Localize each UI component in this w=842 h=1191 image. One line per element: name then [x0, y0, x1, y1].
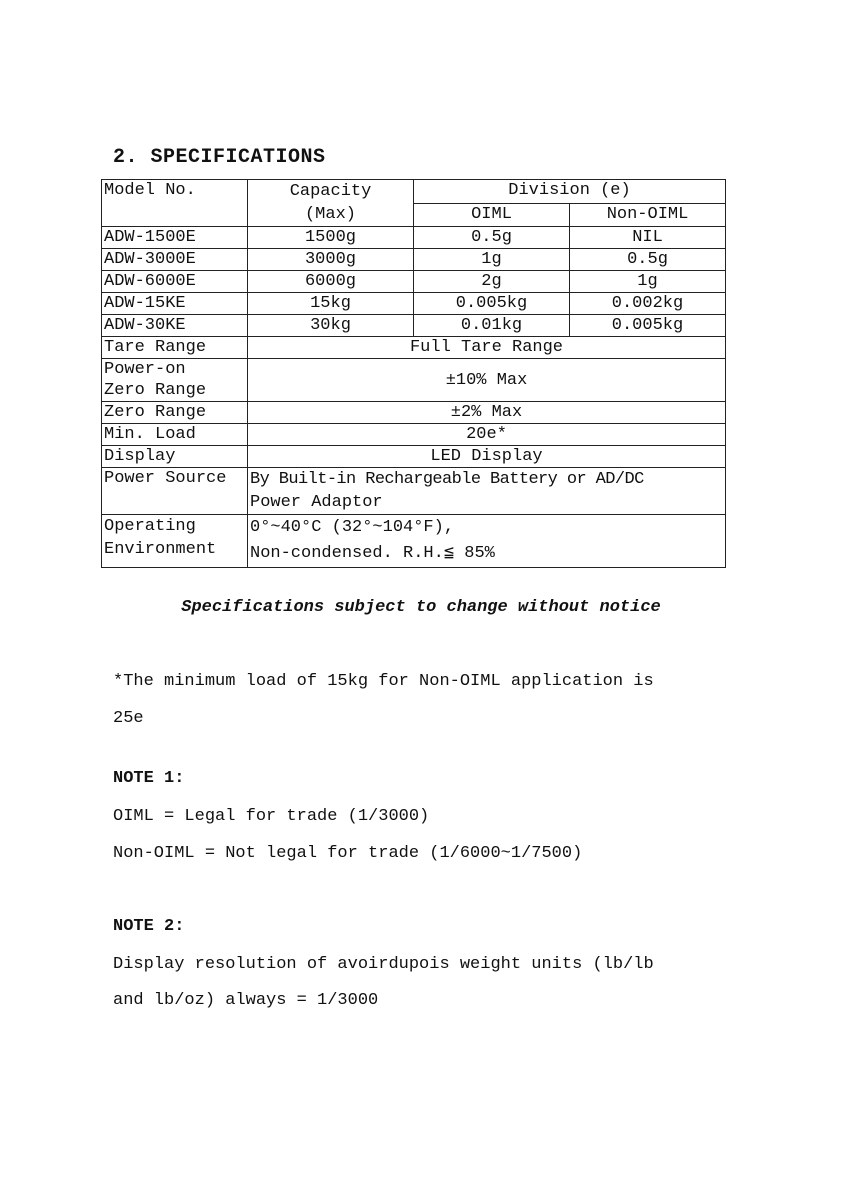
specifications-notice: Specifications subject to change without notice: [181, 598, 661, 617]
power-source-line1: By Built-in Rechargeable Battery or AD/DC: [250, 470, 644, 489]
power-on-zero-range-value: ±10% Max: [248, 359, 726, 402]
non-oiml-cell: NIL: [570, 227, 726, 249]
note1-line1: OIML = Legal for trade (1/3000): [113, 807, 430, 826]
power-source-value: [248, 468, 726, 515]
tare-range-value: Full Tare Range: [248, 337, 726, 359]
table-header-row: [102, 180, 726, 204]
oiml-cell: 0.01kg: [414, 315, 570, 337]
operating-environment-row: [102, 515, 726, 568]
table-row: [102, 315, 726, 337]
operating-value-line2: Non-condensed. R.H.≦ 85%: [250, 544, 495, 563]
operating-environment-value: [248, 515, 726, 568]
tare-range-row: [102, 337, 726, 359]
non-oiml-cell: 0.5g: [570, 249, 726, 271]
header-oiml: OIML: [414, 203, 570, 227]
header-division: Division (e): [414, 180, 726, 204]
power-on-zero-range-row: [102, 359, 726, 402]
operating-environment-label: [102, 515, 248, 568]
header-non-oiml: Non-OIML: [570, 203, 726, 227]
display-label: Display: [102, 446, 248, 468]
note2-line1: Display resolution of avoirdupois weight units (lb/lb: [113, 955, 654, 974]
footnote-line1: *The minimum load of 15kg for Non-OIML application is: [113, 672, 654, 691]
oiml-cell: 1g: [414, 249, 570, 271]
table-row: [102, 227, 726, 249]
capacity-cell: 30kg: [248, 315, 414, 337]
display-value: LED Display: [248, 446, 726, 468]
min-load-row: [102, 424, 726, 446]
power-on-zero-range-label: [102, 359, 248, 402]
model-cell: ADW-6000E: [102, 271, 248, 293]
oiml-cell: 0.005kg: [414, 293, 570, 315]
note1-title: NOTE 1:: [113, 769, 185, 788]
power-on-label-line2: Zero Range: [104, 381, 207, 400]
min-load-label: Min. Load: [102, 424, 248, 446]
non-oiml-cell: 1g: [570, 271, 726, 293]
power-source-row: [102, 468, 726, 515]
table-row: [102, 293, 726, 315]
header-capacity: [248, 180, 414, 227]
table-row: [102, 271, 726, 293]
capacity-cell: 3000g: [248, 249, 414, 271]
model-cell: ADW-15KE: [102, 293, 248, 315]
operating-value-line1: 0°~40°C (32°~104°F),: [250, 518, 455, 537]
zero-range-label: Zero Range: [102, 402, 248, 424]
note2-line2: and lb/oz) always = 1/3000: [113, 991, 379, 1010]
power-on-label-line1: Power-on: [104, 360, 186, 379]
min-load-value: 20e*: [248, 424, 726, 446]
header-capacity-line1: Capacity: [289, 182, 372, 201]
note2-title: NOTE 2:: [113, 917, 185, 936]
display-row: [102, 446, 726, 468]
power-source-line2: Power Adaptor: [250, 493, 383, 512]
operating-label-line1: Operating: [104, 517, 196, 536]
model-cell: ADW-30KE: [102, 315, 248, 337]
note1-line2: Non-OIML = Not legal for trade (1/6000~1/7500): [113, 844, 583, 863]
page-title: 2. SPECIFICATIONS: [113, 146, 326, 169]
non-oiml-cell: 0.005kg: [570, 315, 726, 337]
operating-label-line2: Environment: [104, 540, 217, 559]
header-model: Model No.: [102, 180, 248, 227]
non-oiml-cell: 0.002kg: [570, 293, 726, 315]
specifications-table: [101, 179, 726, 568]
tare-range-label: Tare Range: [102, 337, 248, 359]
table-row: [102, 249, 726, 271]
zero-range-row: [102, 402, 726, 424]
capacity-cell: 1500g: [248, 227, 414, 249]
power-source-label: Power Source: [102, 468, 248, 515]
capacity-cell: 15kg: [248, 293, 414, 315]
footnote-line2: 25e: [113, 709, 144, 728]
oiml-cell: 2g: [414, 271, 570, 293]
capacity-cell: 6000g: [248, 271, 414, 293]
model-cell: ADW-3000E: [102, 249, 248, 271]
zero-range-value: ±2% Max: [248, 402, 726, 424]
model-cell: ADW-1500E: [102, 227, 248, 249]
oiml-cell: 0.5g: [414, 227, 570, 249]
header-capacity-line2: (Max): [304, 205, 356, 224]
